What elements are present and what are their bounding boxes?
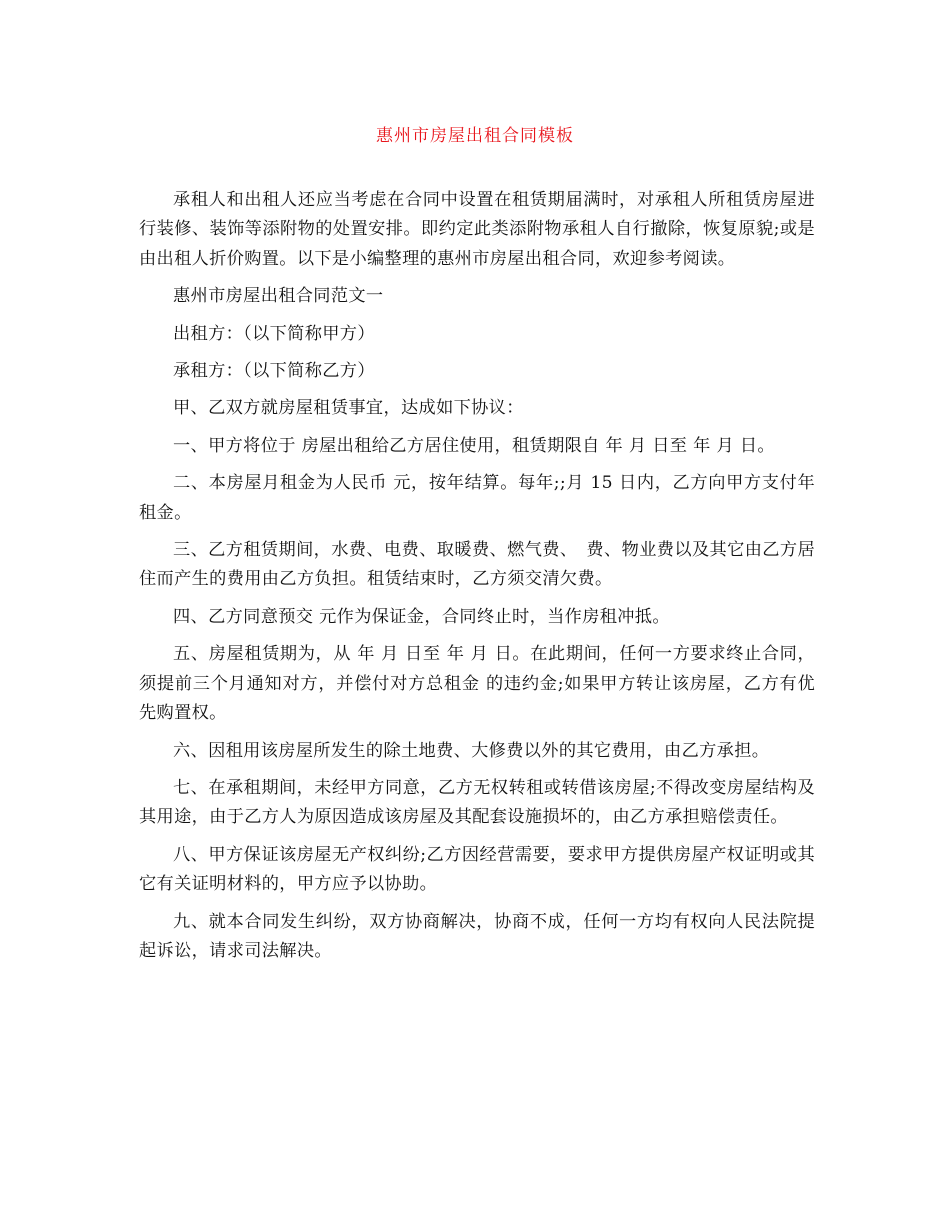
clause-4: 四、乙方同意预交 元作为保证金，合同终止时，当作房租冲抵。 [173, 606, 670, 627]
clause-3: 三、乙方租赁期间，水费、电费、取暖费、燃气费、 费、物业费以及其它由乙方居住而产生的费用由乙方负担。租赁结束时，乙方须交清欠费。 [139, 540, 815, 590]
document-title: 惠州市房屋出租合同模板 [376, 126, 574, 146]
clause-5: 五、房屋租赁期为，从 年 月 日至 年 月 日。在此期间，任何一方要求终止合同，须提前三个月通知对方，并偿付对方总租金 的违约金;如果甲方转让该房屋，乙方有优先购置权。 [139, 644, 815, 724]
clause-1: 一、甲方将位于 房屋出租给乙方居住使用，租赁期限自 年 月 日至 年 月 日。 [173, 435, 775, 456]
paragraph-agreement-intro: 甲、乙双方就房屋租赁事宜，达成如下协议： [173, 398, 524, 419]
clause-7: 七、在承租期间，未经甲方同意，乙方无权转租或转借该房屋;不得改变房屋结构及其用途，由于乙方人为原因造成该房屋及其配套设施损坏的，由乙方承担赔偿责任。 [139, 777, 815, 828]
paragraph-intro: 承租人和出租人还应当考虑在合同中设置在租赁期届满时，对承租人所租赁房屋进行装修、装饰等添附物的处置安排。即约定此类添附物承租人自行撤除，恢复原貌;或是由出租人折价购置。以下是小编整理的惠州市房屋出租合同，欢迎参考阅读。 [139, 190, 815, 269]
document-body [139, 186, 815, 974]
paragraph-lessor: 出租方：（以下简称甲方） [173, 323, 375, 344]
clause-2: 二、本房屋月租金为人民币 元，按年结算。每年;;月 15 日内，乙方向甲方支付年租金。 [139, 473, 815, 523]
clause-9: 九、就本合同发生纠纷，双方协商解决，协商不成，任何一方均有权向人民法院提起诉讼，请求司法解决。 [139, 911, 815, 961]
clause-6: 六、因租用该房屋所发生的除土地费、大修费以外的其它费用，由乙方承担。 [173, 740, 770, 761]
paragraph-sample-heading: 惠州市房屋出租合同范文一 [173, 286, 384, 307]
clause-8: 八、甲方保证该房屋无产权纠纷;乙方因经营需要，要求甲方提供房屋产权证明或其它有关证明材料的，甲方应予以协助。 [139, 844, 815, 895]
paragraph-lessee: 承租方：（以下简称乙方） [173, 361, 375, 382]
